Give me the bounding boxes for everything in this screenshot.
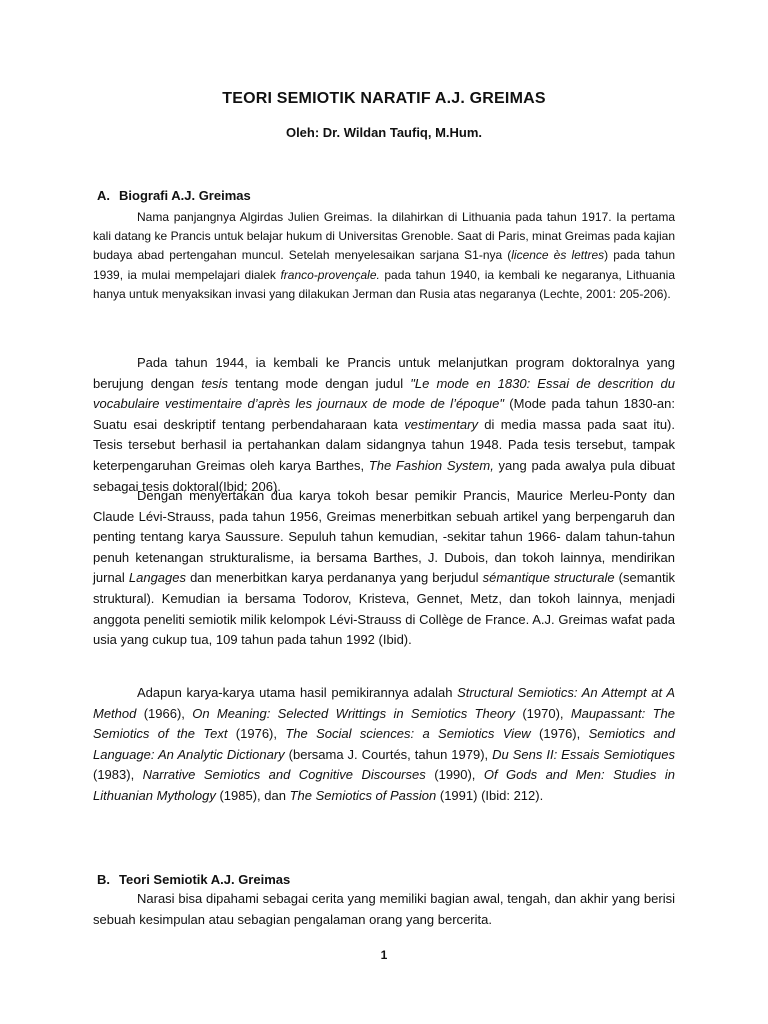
paragraph-biography-1 <box>93 208 675 304</box>
text-run: (1976), <box>530 726 589 742</box>
italic-text-run: Narrative Semiotics and Cognitive Discourses <box>142 767 426 783</box>
text-run: yang pada awalya pula dibuat sebagai tesis doktoral(Ibid: 206). <box>93 457 676 494</box>
text-run: (semantik struktural). Kemudian ia bersama Todorov, Kristeva, Gennet, Metz, dan tokoh lainnya, menjadi anggota peneliti semiotik milik kelompok Lévi-Strauss di Collège de France. A.J. Greimas wafat pada usia yang cukup tua, 109 tahun pada tahun 1992 (Ibid). <box>93 570 675 648</box>
text-run: Dengan menyertakan dua karya tokoh besar pemikir Prancis, Maurice Merleu-Ponty dan Claude Lévi-Strauss, pada tahun 1956, Greimas menerbitkan sebuah artikel yang berpengaruh dan penting tentang karya Saussure. Sepuluh tahun kemudian, -sekitar tahun 1966- dalam tahun-tahun penuh ketenangan strukturalisme, ia bersama Barthes, J. Dubois, dan tokoh lainnya, mendirikan jurnal <box>93 488 675 586</box>
italic-text-run: sémantique structurale <box>482 570 615 586</box>
document-author: Oleh: Dr. Wildan Taufiq, M.Hum. <box>285 125 483 140</box>
text-run: (1976), <box>227 726 286 742</box>
text-run: di media massa pada saat itu). Tesis tersebut berhasil ia pertahankan dalam sidangnya tahun 1948. Pada tesis tersebut, tampak keterpengaruhan Greimas oleh karya Barthes, <box>93 416 675 473</box>
italic-text-run: Du Sens II: Essais Semiotiques <box>492 746 675 762</box>
italic-text-run: tesis <box>201 375 228 391</box>
section-a-title: Biografi A.J. Greimas <box>119 188 251 203</box>
text-run: ) pada tahun 1939, ia mulai mempelajari dialek <box>93 248 676 282</box>
italic-text-run: "Le mode en 1830: Essai de descrition du vocabulaire vestimentaire d’après les journaux de mode de l’époque" <box>93 375 675 412</box>
italic-text-run: The Fashion System, <box>368 457 494 473</box>
italic-text-run: franco-provençale. <box>280 267 380 282</box>
section-a-heading <box>97 188 251 203</box>
italic-text-run: Maupassant: The Semiotics of the Text <box>93 705 675 742</box>
text-run: (1970), <box>515 705 571 721</box>
section-b-heading <box>97 872 290 887</box>
italic-text-run: Of Gods and Men: Studies in Lithuanian Mythology <box>93 767 675 803</box>
text-run: (1990), <box>425 767 484 783</box>
document-title: TEORI SEMIOTIK NARATIF A.J. GREIMAS <box>222 90 546 107</box>
text-run: Adapun karya-karya utama hasil pemikirannya adalah <box>137 685 458 700</box>
text-run: (1966), <box>136 705 193 721</box>
section-b-title: Teori Semiotik A.J. Greimas <box>119 872 291 887</box>
text-run: tentang mode dengan judul <box>227 375 411 391</box>
text-run: (1983), <box>93 767 143 783</box>
page-number: 1 <box>380 948 388 962</box>
italic-text-run: The Semiotics of Passion <box>289 787 437 803</box>
text-run: pada tahun 1940, ia kembali ke negaranya, Lithuania hanya untuk menyaksikan invasi yang dilakukan Jerman dan Rusia atas negaranya (Lechte, 2001: 205-206). <box>93 267 675 301</box>
paragraph-works <box>93 683 675 807</box>
section-b-number: B. <box>97 872 110 887</box>
section-a-number: A. <box>97 188 110 203</box>
italic-text-run: vestimentary <box>404 416 478 432</box>
italic-text-run: On Meaning: Selected Writtings in Semiotics Theory <box>192 705 515 721</box>
text-run: (1985), dan <box>215 787 290 803</box>
italic-text-run: licence ès lettres <box>511 248 605 263</box>
text-run: dan menerbitkan karya perdananya yang berjudul <box>186 570 483 586</box>
italic-text-run: Semiotics and Language: An Analytic Dictionary <box>93 726 676 762</box>
text-run: (1991) (Ibid: 212). <box>436 787 544 803</box>
text-run: (bersama J. Courtés, tahun 1979), <box>284 746 493 762</box>
text-run: Narasi bisa dipahami sebagai cerita yang memiliki bagian awal, tengah, dan akhir yang berisi sebuah kesimpulan atau sebagian pengalaman orang yang bercerita. <box>93 891 675 927</box>
paragraph-biography-3 <box>93 486 675 651</box>
paragraph-biography-2 <box>93 353 675 497</box>
paragraph-narrative <box>93 889 675 930</box>
italic-text-run: Langages <box>128 570 186 586</box>
italic-text-run: Structural Semiotics: An Attempt at A Method <box>93 685 675 721</box>
text-run: Nama panjangnya Algirdas Julien Greimas. Ia dilahirkan di Lithuania pada tahun 1917. Ia pertama kali datang ke Prancis untuk belajar hukum di Universitas Grenoble. Saat di Paris, minat Greimas pada kajian budaya abad pertengahan muncul. Setelah menyelesaikan sarjana S1-nya ( <box>93 210 675 263</box>
text-run: Pada tahun 1944, ia kembali ke Prancis untuk melanjutkan program doktoralnya yang berujung dengan <box>93 355 675 391</box>
italic-text-run: The Social sciences: a Semiotics View <box>285 726 531 742</box>
text-run: (Mode pada tahun 1830-an: Suatu esai deskriptif tentang perbendaharaan kata <box>93 396 675 432</box>
